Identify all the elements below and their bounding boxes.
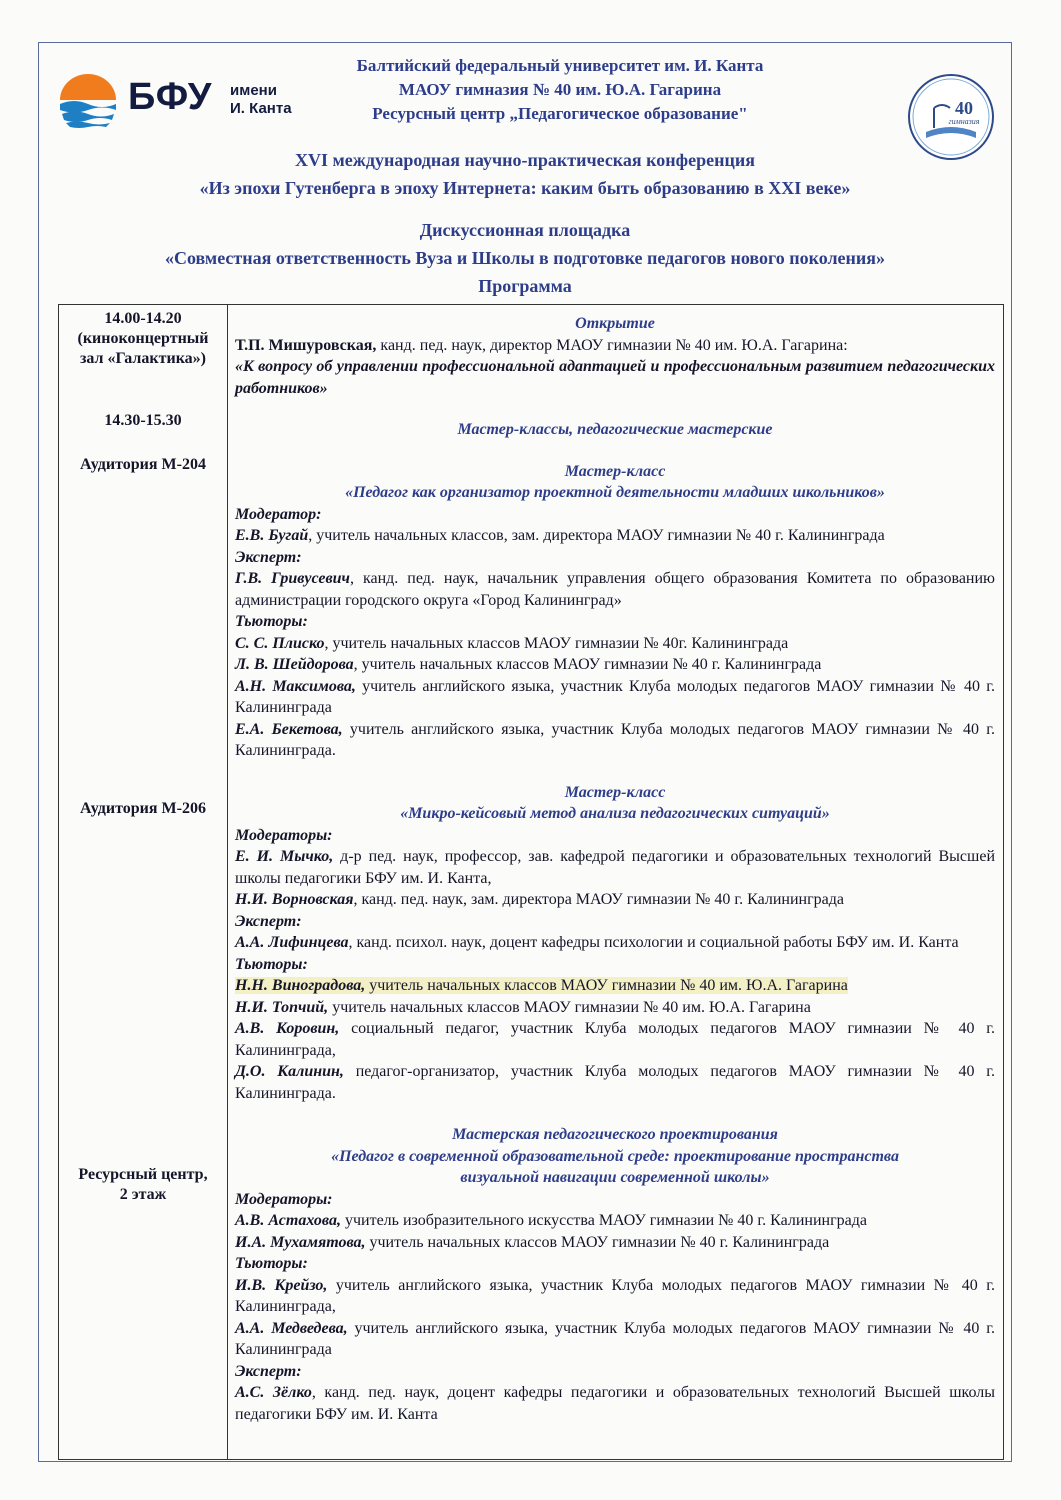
s1-title: «Педагог как организатор проектной деятельности младших школьников»: [345, 484, 885, 501]
participant: А.С. Зёлко, канд. пед. наук, доцент кафедры педагогики и образовательных технологий Высшей школы педагогики БФУ им. И. Канта: [235, 1384, 996, 1423]
opening-topic: «К вопросу об управлении профессиональной адаптацией и профессиональным развитием педагогических работников»: [235, 358, 995, 397]
platform-title: «Совместная ответственность Вуза и Школы в подготовке педагогов нового поколения»: [164, 248, 886, 268]
participant: И.А. Мухамятова, учитель начальных классов МАОУ гимназии № 40 г. Калининграда: [235, 1233, 830, 1251]
slot-resource-center: Ресурсный центр, 2 этаж: [78, 1166, 208, 1203]
bfu-logo: [56, 72, 296, 132]
s3-role: Тьюторы:: [235, 1255, 308, 1272]
s1-role: Модератор:: [235, 505, 322, 523]
participant: А.В. Коровин, социальный педагог, участник Клуба молодых педагогов МАОУ гимназии № 40 г. Калининграда,: [235, 1020, 995, 1059]
participant: А.Н. Максимова, учитель английского языка, участник Клуба молодых педагогов МАОУ гимназии № 40 г. Калининграда: [235, 677, 995, 716]
participant: С. С. Плиско, учитель начальных классов МАОУ гимназии № 40г. Калининграда: [235, 634, 789, 652]
s2-heading: Мастер-класс: [564, 783, 666, 801]
s2-title: «Микро-кейсовый метод анализа педагогических ситуаций»: [400, 805, 830, 822]
participant: Г.В. Гривусевич, канд. пед. наук, начальник управления общего образования Комитета по образованию администрации городского округа «Город Калининград»: [235, 570, 995, 609]
participant: Н.И. Ворновская, канд. пед. наук, зам. директора МАОУ гимназии № 40 г. Калининграда: [235, 891, 844, 908]
bfu-logo-icon: [56, 72, 120, 128]
participant: А.А. Медведева, учитель английского языка, участник Клуба молодых педагогов МАОУ гимназии № 40 г. Калининграда: [235, 1319, 995, 1358]
s1-heading: Мастер-класс: [564, 462, 666, 480]
participant: Л. В. Шейдорова, учитель начальных классов МАОУ гимназии № 40 г. Калининграда: [235, 656, 822, 673]
s3-role: Эксперт:: [235, 1362, 302, 1380]
participant: Н.Н. Виноградова, учитель начальных классов МАОУ гимназии № 40 им. Ю.А. Гагарина: [235, 977, 848, 994]
participant: А.А. Лифинцева, канд. психол. наук, доцент кафедры психологии и социальной работы БФУ им. И. Канта: [235, 934, 959, 951]
participant: Е. И. Мычко, д-р пед. наук, профессор, зав. кафедрой педагогики и образовательных технологий Высшей школы педагогики БФУ им. И. Канта,: [235, 848, 996, 887]
program-heading: Программа: [478, 276, 572, 296]
s1-role: Тьюторы:: [235, 613, 308, 630]
institution-line: Балтийский федеральный университет им. И. Канта: [356, 56, 764, 75]
logo-wordmark: БФУ: [128, 76, 213, 118]
participant: И.В. Крейзо, учитель английского языка, участник Клуба молодых педагогов МАОУ гимназии № 40 г. Калининграда,: [235, 1276, 995, 1315]
s3-title: визуальной навигации современной школы»: [460, 1169, 770, 1186]
program-content: [235, 313, 995, 1425]
s3-title: «Педагог в современной образовательной среде: проектирование пространства: [331, 1147, 899, 1165]
institution-line: МАОУ гимназия № 40 им. Ю.А. Гагарина: [398, 80, 722, 99]
slot-opening: 14.00-14.20 (киноконцертный зал «Галактика»): [77, 310, 209, 367]
conference-line: XVI международная научно-практическая конференция: [295, 150, 755, 170]
program-table: [58, 304, 1004, 1460]
participant: Н.И. Топчий, учитель начальных классов МАОУ гимназии № 40 им. Ю.А. Гагарина: [235, 998, 811, 1016]
opening-speaker: Т.П. Мишуровская, канд. пед. наук, директор МАОУ гимназии № 40 им. Ю.А. Гагарина:: [235, 336, 848, 354]
s1-role: Эксперт:: [235, 548, 302, 566]
opening-heading: Открытие: [575, 315, 655, 332]
slot-room-m204: Аудитория М-204: [80, 456, 206, 473]
conference-title: «Из эпохи Гутенберга в эпоху Интернета: каким быть образованию в XXI веке»: [199, 178, 851, 198]
s3-heading: Мастерская педагогического проектирования: [452, 1126, 778, 1143]
masterclasses-heading: Мастер-классы, педагогические мастерские: [457, 421, 773, 438]
seal-text: гимназия: [948, 117, 980, 126]
schedule-column: [59, 305, 228, 1459]
s2-role: Модераторы:: [235, 826, 333, 844]
participant: Е.В. Бугай, учитель начальных классов, зам. директора МАОУ гимназии № 40 г. Калининграда: [235, 527, 885, 544]
s2-role: Тьюторы:: [235, 955, 308, 973]
participant: Е.А. Бекетова, учитель английского языка, участник Клуба молодых педагогов МАОУ гимназии № 40 г. Калининграда.: [235, 720, 995, 759]
s3-role: Модераторы:: [235, 1190, 333, 1208]
s2-role: Эксперт:: [235, 912, 302, 930]
institutions: [310, 54, 810, 126]
participant: Д.О. Калинин, педагог-организатор, участник Клуба молодых педагогов МАОУ гимназии № 40 г. Калининграда.: [235, 1063, 995, 1102]
seal-number: 40: [955, 98, 973, 118]
platform-label: Дискуссионная площадка: [419, 220, 631, 240]
slot-room-m206: Аудитория М-206: [80, 800, 206, 817]
conference-titles: [40, 146, 1010, 300]
logo-subtitle: имени И. Канта: [230, 82, 292, 117]
institution-line: Ресурсный центр „Педагогическое образование": [372, 104, 748, 123]
header: [40, 44, 1010, 144]
slot-masterclasses: 14.30-15.30: [104, 412, 182, 429]
participant: А.В. Астахова, учитель изобразительного искусства МАОУ гимназии № 40 г. Калининграда: [235, 1212, 868, 1229]
